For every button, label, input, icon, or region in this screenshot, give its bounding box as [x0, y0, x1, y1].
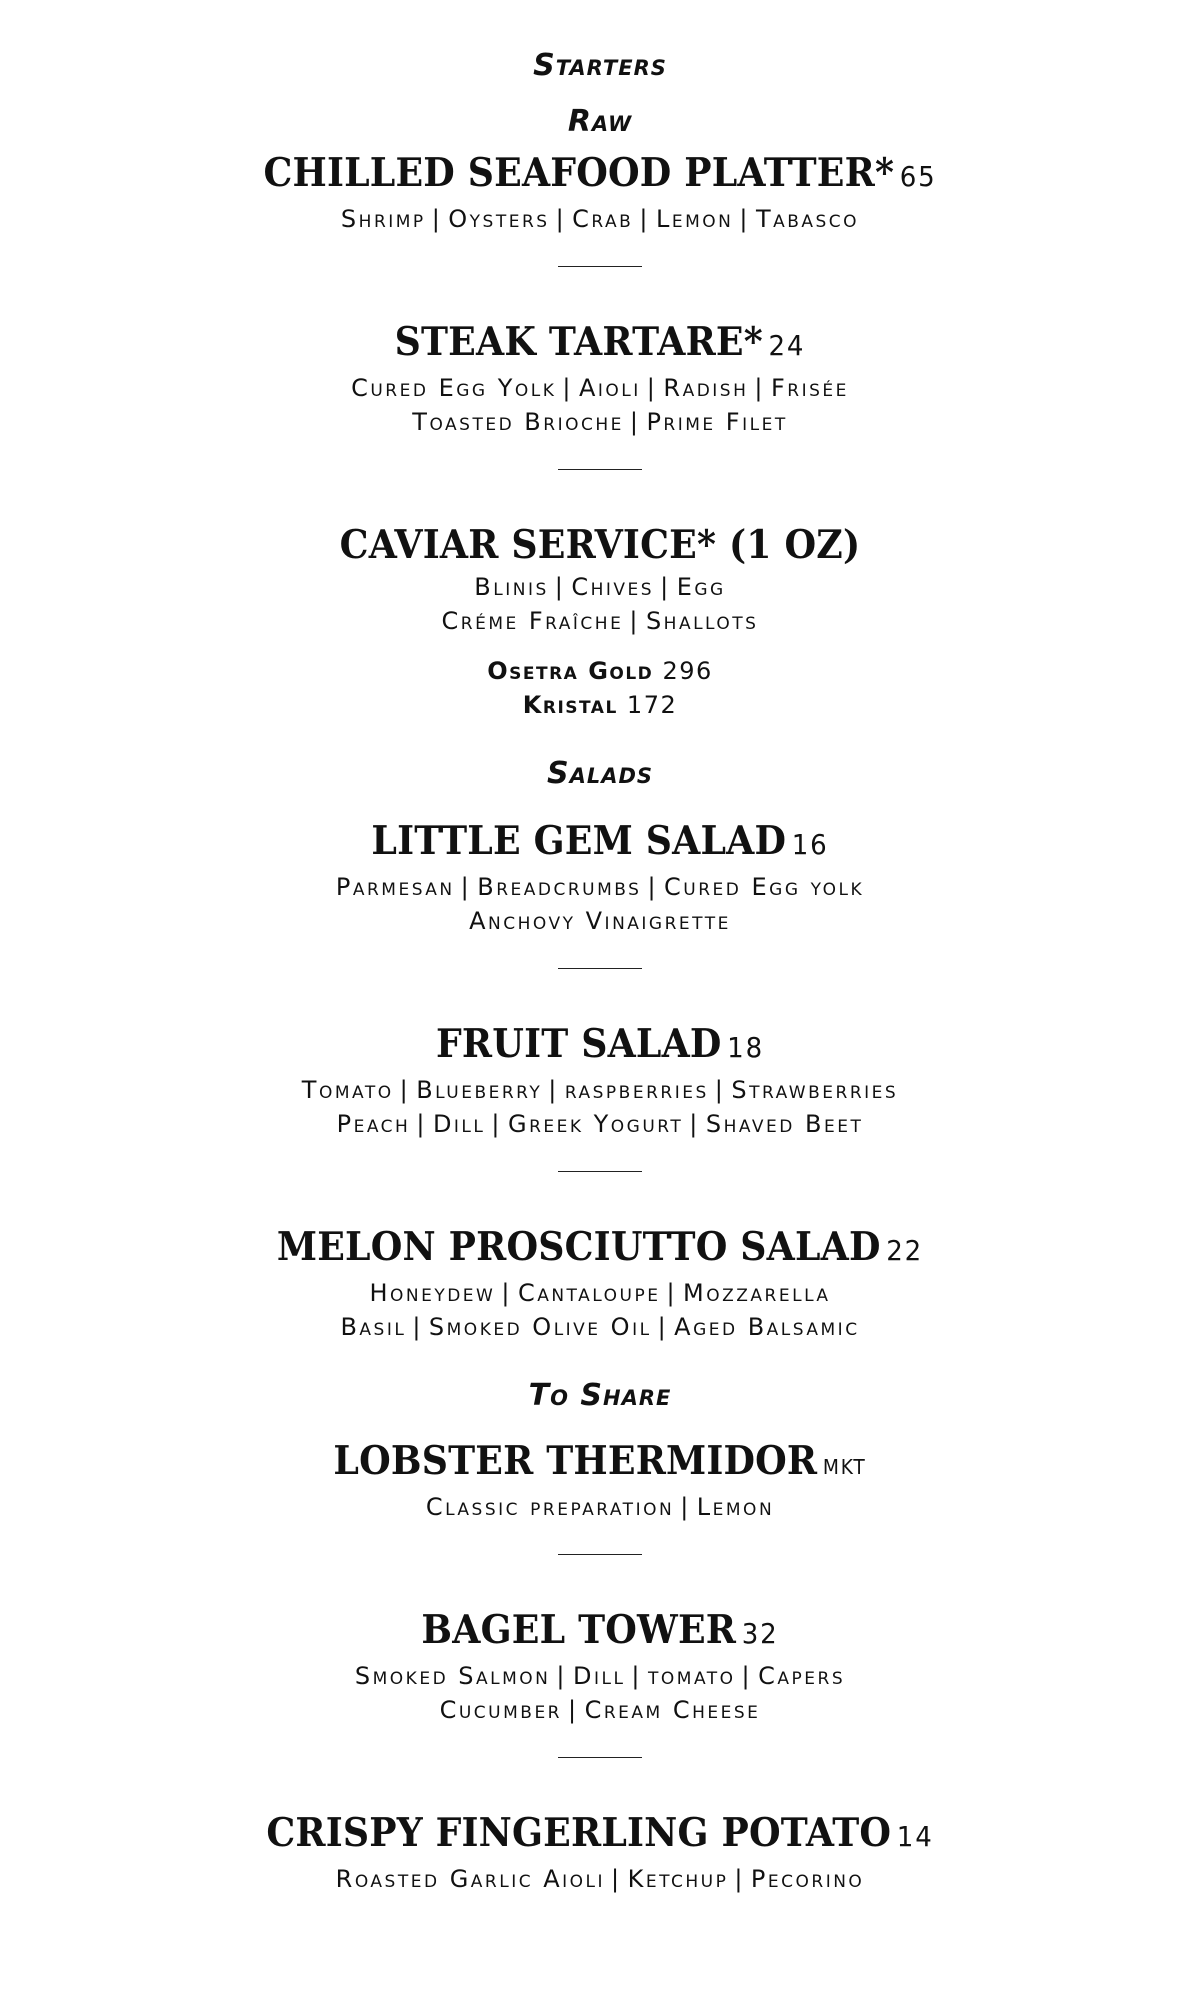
caviar-options [0, 654, 1200, 722]
dish-name: BAGEL TOWER [421, 1607, 737, 1653]
ingredient: Roasted Garlic Aioli [335, 1865, 606, 1893]
ingredient: Egg [676, 573, 726, 601]
ingredient: Ketchup [627, 1865, 729, 1893]
section-title-to-share: To Share [528, 1378, 672, 1413]
ingredient: raspberries [564, 1076, 709, 1104]
dish-title [42, 816, 1158, 870]
divider [558, 469, 642, 470]
ingredient: Classic preparation [425, 1493, 675, 1521]
ingredient: Lemon [655, 205, 734, 233]
divider [558, 266, 642, 267]
ingredient: Shrimp [340, 205, 426, 233]
ingredient: Basil [340, 1313, 407, 1341]
description-line [0, 1693, 1200, 1727]
separator: | [416, 1110, 427, 1138]
ingredient: Créme Fraîche [441, 607, 624, 635]
ingredient: Tabasco [755, 205, 860, 233]
separator: | [639, 205, 650, 233]
dish-description [0, 1490, 1200, 1524]
separator: | [399, 1076, 411, 1104]
ingredient: Frisée [770, 374, 849, 402]
separator: | [660, 573, 671, 601]
dish-title [42, 148, 1158, 202]
divider [558, 1554, 642, 1555]
separator: | [631, 1662, 643, 1690]
divider [558, 968, 642, 969]
dish-description [0, 1862, 1200, 1896]
dish-name: STEAK TARTARE* [394, 319, 763, 365]
separator: | [739, 205, 750, 233]
section-title-starters: Starters [533, 48, 667, 83]
ingredient: Tomato [301, 1076, 394, 1104]
ingredient: Cured Egg yolk [664, 873, 865, 901]
separator: | [501, 1279, 512, 1307]
dish-price: 22 [886, 1234, 924, 1267]
ingredient: Prime Filet [646, 408, 788, 436]
dish-title [42, 1605, 1158, 1659]
separator: | [556, 1662, 567, 1690]
description-line [0, 405, 1200, 439]
separator: | [555, 205, 567, 233]
dish-title [42, 1436, 1158, 1490]
separator: | [562, 374, 573, 402]
caviar-option-osetra-gold [0, 654, 1200, 688]
ingredient: Parmesan [335, 873, 455, 901]
ingredient: Breadcrumbs [477, 873, 642, 901]
dish-price: 32 [741, 1617, 779, 1650]
ingredient: Toasted Brioche [412, 408, 624, 436]
dish-title [42, 1222, 1158, 1276]
menu-item-crispy-fingerling-potato [0, 1808, 1200, 1896]
separator: | [412, 1313, 423, 1341]
menu-item-lobster-thermidor [0, 1436, 1200, 1524]
dish-name: LITTLE GEM SALAD [371, 818, 787, 864]
ingredient: Capers [758, 1662, 846, 1690]
dish-description [0, 870, 1200, 938]
dish-description [0, 1659, 1200, 1727]
separator: | [491, 1110, 502, 1138]
description-line [0, 202, 1200, 236]
ingredient: Aioli [578, 374, 641, 402]
description-line [0, 604, 1200, 638]
separator: | [460, 873, 472, 901]
dish-description [0, 202, 1200, 236]
separator: | [689, 1110, 700, 1138]
ingredient: Anchovy Vinaigrette [469, 907, 731, 935]
dish-name: FRUIT SALAD [435, 1021, 722, 1067]
dish-price: 16 [791, 828, 829, 861]
separator: | [734, 1865, 745, 1893]
description-line [0, 570, 1200, 604]
ingredient: Oysters [448, 205, 550, 233]
ingredient: Chives [571, 573, 655, 601]
dish-price: mkt [822, 1448, 867, 1481]
separator: | [680, 1493, 691, 1521]
dish-description [0, 1276, 1200, 1344]
ingredient: Radish [663, 374, 749, 402]
ingredient: Blinis [474, 573, 549, 601]
separator: | [568, 1696, 579, 1724]
separator: | [714, 1076, 726, 1104]
separator: | [629, 408, 641, 436]
dish-title [42, 317, 1158, 371]
caviar-option-kristal [0, 688, 1200, 722]
ingredient: Dill [432, 1110, 486, 1138]
ingredient: Strawberries [731, 1076, 899, 1104]
ingredient: Cantaloupe [517, 1279, 661, 1307]
separator: | [754, 374, 765, 402]
description-line [0, 1310, 1200, 1344]
ingredient: Dill [572, 1662, 626, 1690]
option-price: 172 [626, 691, 678, 719]
description-line [0, 1107, 1200, 1141]
description-line [0, 371, 1200, 405]
section-title-salads: Salads [546, 756, 654, 791]
ingredient: Shallots [645, 607, 759, 635]
separator: | [611, 1865, 622, 1893]
divider [558, 1171, 642, 1172]
description-line [0, 870, 1200, 904]
option-price: 296 [662, 657, 713, 685]
menu-item-steak-tartare [0, 317, 1200, 439]
ingredient: Lemon [696, 1493, 775, 1521]
description-line [0, 1659, 1200, 1693]
separator: | [431, 205, 443, 233]
menu-item-little-gem-salad [0, 816, 1200, 938]
description-line [0, 1073, 1200, 1107]
description-line [0, 1276, 1200, 1310]
description-line [0, 1490, 1200, 1524]
ingredient: Crab [572, 205, 634, 233]
separator: | [666, 1279, 678, 1307]
separator: | [741, 1662, 753, 1690]
dish-name: LOBSTER THERMIDOR [333, 1438, 818, 1484]
menu-item-melon-prosciutto-salad [0, 1222, 1200, 1344]
ingredient: Honeydew [369, 1279, 496, 1307]
dish-name: CAVIAR SERVICE* (1 OZ) [339, 522, 861, 568]
dish-description [0, 371, 1200, 439]
dish-price: 18 [727, 1031, 765, 1064]
ingredient: Mozzarella [683, 1279, 831, 1307]
section-title-raw: Raw [567, 104, 633, 139]
dish-price: 24 [768, 329, 806, 362]
description-line [0, 904, 1200, 938]
description-line [0, 1862, 1200, 1896]
ingredient: Pecorino [750, 1865, 865, 1893]
separator: | [657, 1313, 669, 1341]
ingredient: Greek Yogurt [507, 1110, 684, 1138]
divider [558, 1757, 642, 1758]
menu-item-fruit-salad [0, 1019, 1200, 1141]
ingredient: Shaved Beet [705, 1110, 864, 1138]
separator: | [629, 607, 640, 635]
option-name: Kristal [522, 691, 618, 719]
ingredient: Blueberry [416, 1076, 543, 1104]
ingredient: tomato [648, 1662, 736, 1690]
dish-title [42, 520, 1158, 570]
dish-name: CHILLED SEAFOOD PLATTER* [263, 150, 895, 196]
dish-name: CRISPY FINGERLING POTATO [266, 1810, 892, 1856]
dish-title [42, 1808, 1158, 1862]
dish-description [0, 570, 1200, 638]
menu-item-chilled-seafood-platter [0, 148, 1200, 236]
dish-price: 14 [896, 1820, 934, 1853]
menu-item-bagel-tower [0, 1605, 1200, 1727]
dish-title [42, 1019, 1158, 1073]
ingredient: Smoked Salmon [354, 1662, 551, 1690]
separator: | [646, 374, 658, 402]
ingredient: Cream Cheese [584, 1696, 761, 1724]
separator: | [647, 873, 659, 901]
dish-price: 65 [899, 160, 937, 193]
separator: | [554, 573, 566, 601]
dish-name: MELON PROSCIUTTO SALAD [276, 1224, 881, 1270]
option-name: Osetra Gold [487, 657, 654, 685]
separator: | [548, 1076, 559, 1104]
ingredient: Cucumber [439, 1696, 562, 1724]
ingredient: Smoked Olive Oil [428, 1313, 652, 1341]
ingredient: Aged Balsamic [674, 1313, 860, 1341]
menu-item-caviar-service [0, 520, 1200, 722]
ingredient: Peach [336, 1110, 411, 1138]
dish-description [0, 1073, 1200, 1141]
ingredient: Cured Egg Yolk [351, 374, 557, 402]
